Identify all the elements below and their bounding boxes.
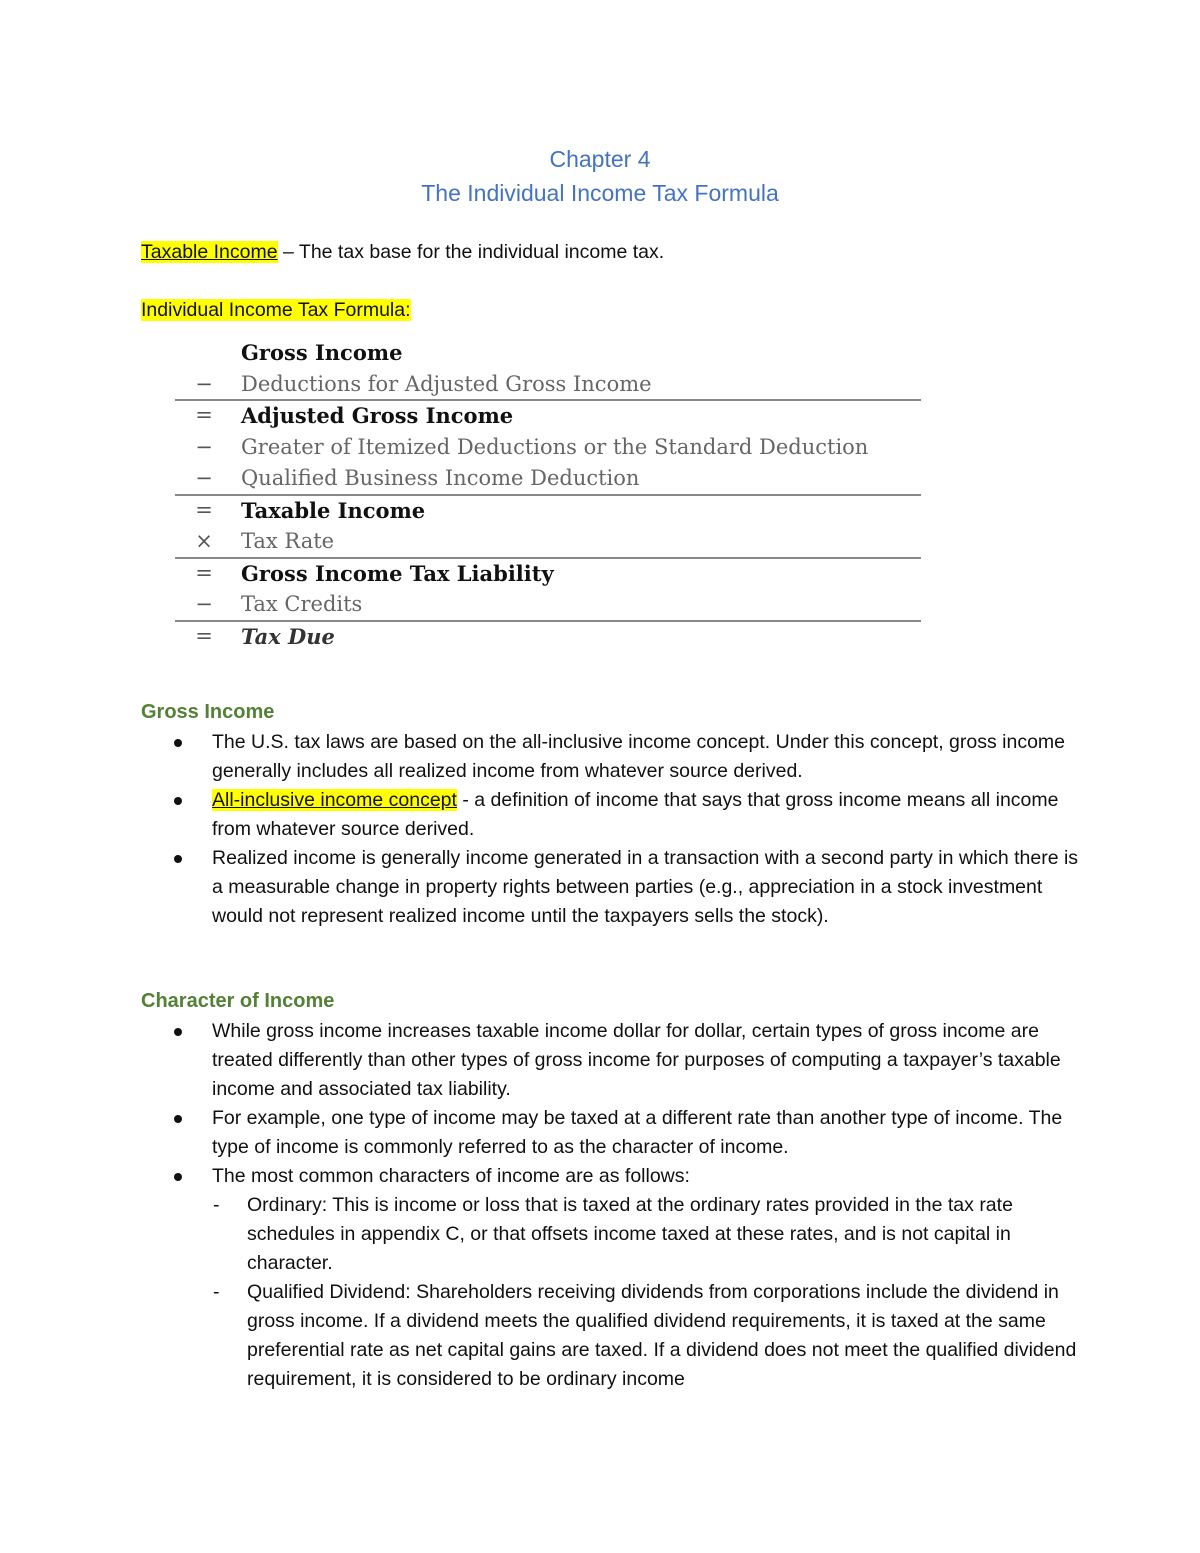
tax-formula-table — [175, 337, 921, 652]
list-item: While gross income increases taxable income dollar for dollar, certain types of gross income are treated differently than other types of gross income for purposes of computing a taxpayer’s taxable income and associated tax liability. — [141, 1017, 1081, 1104]
dash-icon: - — [213, 1281, 220, 1303]
formula-label: Individual Income Tax Formula: — [141, 299, 411, 321]
gross-income-list — [141, 728, 1081, 931]
formula-divider — [175, 494, 921, 496]
formula-divider — [175, 557, 921, 559]
sub-list-item: - Qualified Dividend: Shareholders receiving dividends from corporations include the dividend in gross income. If a dividend meets the qualified dividend requirements, it is taxed at the same preferential rate as net capital gains are taxed. If a dividend does not meet the qualified dividend requirement, it is considered to be ordinary income — [141, 1278, 1081, 1394]
formula-row: = Gross Income Tax Liability — [195, 560, 554, 586]
formula-row: = Taxable Income — [195, 497, 426, 523]
character-list — [141, 1017, 1081, 1394]
chapter-title: Chapter 4 — [549, 146, 651, 172]
formula-divider — [175, 399, 921, 401]
bullet-icon — [174, 739, 182, 747]
bullet-icon — [174, 855, 182, 863]
list-item: The U.S. tax laws are based on the all-inclusive income concept. Under this concept, gross income generally includes all realized income from whatever source derived. — [141, 728, 1081, 786]
sub-list-item: - Ordinary: This is income or loss that is taxed at the ordinary rates provided in the tax rate schedules in appendix C, or that offsets income taxed at these rates, and is not capital in character. — [141, 1191, 1081, 1278]
formula-divider — [175, 620, 921, 622]
bullet-icon — [174, 1028, 182, 1036]
formula-row: − Qualified Business Income Deduction — [195, 466, 640, 490]
bullet-icon — [174, 1173, 182, 1181]
all-inclusive-term: All-inclusive income concept — [212, 789, 457, 811]
taxable-income-definition — [141, 238, 664, 266]
taxable-income-term: Taxable Income — [141, 241, 278, 263]
formula-row: = Tax Due — [195, 623, 335, 649]
title-block — [0, 142, 1200, 210]
gross-income-heading: Gross Income — [141, 701, 275, 723]
dash-icon: - — [213, 1194, 220, 1216]
formula-row: − Tax Credits — [195, 592, 363, 616]
bullet-icon — [174, 1115, 182, 1123]
list-item: Realized income is generally income generated in a transaction with a second party in which there is a measurable change in property rights between parties (e.g., appreciation in a stock investment would not represent realized income until the taxpayers sells the stock). — [141, 844, 1081, 931]
formula-row: − Greater of Itemized Deductions or the Standard Deduction — [195, 434, 869, 459]
bullet-icon — [174, 797, 182, 805]
formula-row: Gross Income — [241, 340, 403, 365]
formula-row: × Tax Rate — [195, 529, 335, 553]
list-item: For example, one type of income may be taxed at a different rate than another type of income. The type of income is commonly referred to as the character of income. — [141, 1104, 1081, 1162]
chapter-subtitle: The Individual Income Tax Formula — [421, 180, 779, 206]
character-heading: Character of Income — [141, 990, 335, 1012]
formula-row: = Adjusted Gross Income — [195, 403, 514, 428]
formula-row: − Deductions for Adjusted Gross Income — [195, 371, 652, 396]
taxable-income-text: – The tax base for the individual income tax. — [277, 241, 665, 263]
list-item: All-inclusive income concept - a definition of income that says that gross income means all income from whatever source derived. — [141, 786, 1081, 844]
list-item: The most common characters of income are as follows: — [141, 1162, 1081, 1191]
